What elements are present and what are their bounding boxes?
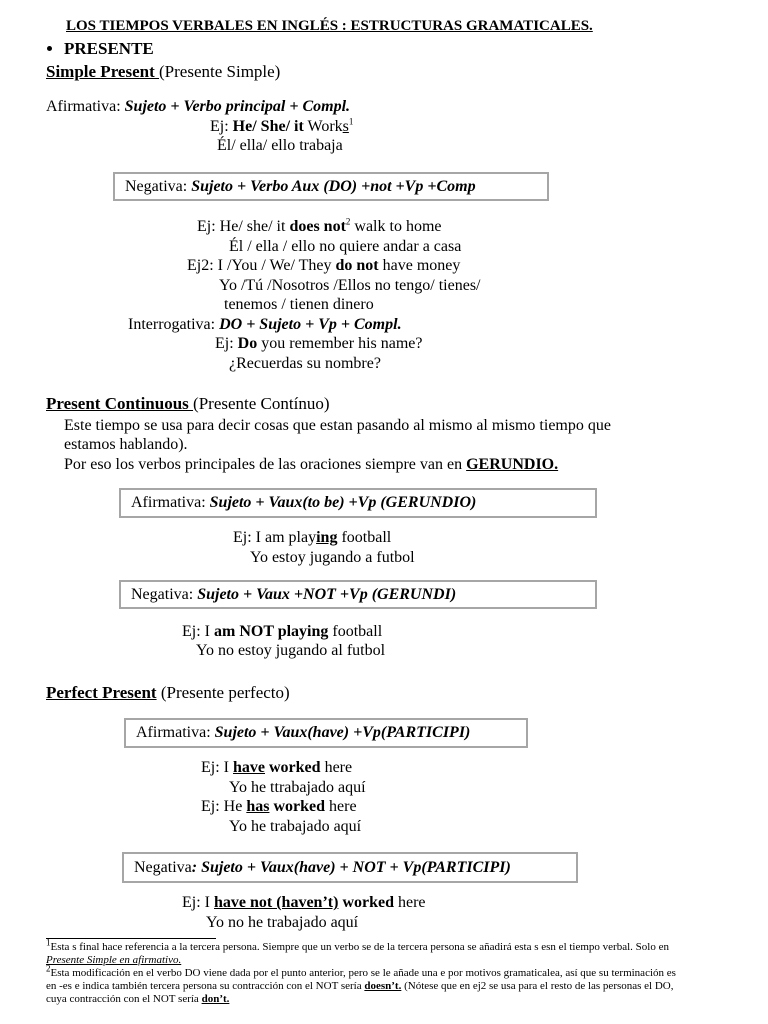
heading-es: (Presente Simple) <box>159 62 281 81</box>
neg-ej-worked: worked <box>338 894 394 911</box>
negativa-formula: Sujeto + Verbo Aux (DO) +not +Vp +Comp <box>191 177 476 195</box>
ej-verb: Work <box>303 118 343 135</box>
int-ej-bold: Do <box>237 335 258 352</box>
interrogativa-formula: DO + Sujeto + Vp + Compl. <box>219 316 402 333</box>
continuous-afirmativa-box <box>119 488 597 518</box>
simple-present-heading <box>46 62 280 82</box>
fn2-text-2-start: en -es e indica también tercera persona su contracción con el NOT sería <box>46 980 365 992</box>
neg-ej-end: football <box>328 623 383 640</box>
perfect-example-1 <box>201 758 352 777</box>
continuous-description-1: Este tiempo se usa para decir cosas que estan pasando al mismo al mismo tiempo que <box>64 417 611 434</box>
section-label: PRESENTE <box>64 39 154 58</box>
simple-interrogative-translation: ¿Recuerdas su nombre? <box>229 355 381 372</box>
neg-ej-have-not: have not (haven’t) <box>214 894 339 911</box>
footnote-2-text-1: Esta modificación en el verbo DO viene dada por el punto anterior, pero se le añade una e por motivos gramaticalea, así que su terminación es <box>50 967 676 979</box>
ej2-worked: worked <box>269 798 326 815</box>
gerundio-keyword: GERUNDIO. <box>466 456 559 473</box>
footnote-1-text: Esta s final hace referencia a la tercera persona. Siempre que un verbo se de la tercera persona se añadirá esta s esn el tiempo verbal. Solo en <box>50 941 669 953</box>
footnote-2 <box>46 963 676 980</box>
afirmativa-formula: Sujeto + Verbo principal + Compl. <box>124 98 351 115</box>
simple-interrogative-example <box>215 334 423 353</box>
simple-negativa-box <box>113 172 549 201</box>
continuous-description-2: estamos hablando). <box>64 436 188 453</box>
simple-negative-example-1-translation: Él / ella / ello no quiere andar a casa <box>229 238 462 255</box>
fn2-dont: don’t. <box>201 993 230 1005</box>
footnote-2-line-2 <box>46 980 674 993</box>
footnote-1 <box>46 937 669 954</box>
neg-ej1-start: Ej: He/ she/ it <box>197 218 290 235</box>
heading-en: Simple Present <box>46 62 160 81</box>
continuous-description-3 <box>64 455 558 474</box>
heading-en: Present Continuous <box>46 394 194 413</box>
simple-negative-example-2 <box>187 256 460 275</box>
continuous-negativa-translation: Yo no estoy jugando al futbol <box>196 642 386 659</box>
ej1-end: here <box>320 759 353 776</box>
heading-en: Perfect Present <box>46 683 157 702</box>
footnote-1-marker: 1 <box>46 937 51 948</box>
int-ej-end: you remember his name? <box>257 335 423 352</box>
negativa-label: Negativa <box>134 858 192 876</box>
continuous-negativa-example <box>182 622 382 641</box>
perfect-afirmativa-box <box>124 718 528 748</box>
ej2-has: has <box>246 798 270 815</box>
perfect-example-2 <box>201 797 357 816</box>
ej2-end: here <box>325 798 357 815</box>
footnote-1-continued: Presente Simple en afirmativo. <box>46 954 182 966</box>
simple-negative-example-2-translation-2: tenemos / tienen dinero <box>224 296 374 313</box>
neg-ej1-end: walk to home <box>350 218 442 235</box>
fn2-text-3-start: cuya contracción con el NOT sería <box>46 993 202 1005</box>
perfect-example-2-translation: Yo he trabajado aquí <box>229 818 362 835</box>
simple-example-1 <box>210 117 353 136</box>
ej2-start: Ej: He <box>201 798 247 815</box>
simple-afirmativa-line <box>46 97 350 116</box>
afirmativa-formula: Sujeto + Vaux(have) +Vp(PARTICIPI) <box>214 724 471 741</box>
neg-ej-bold: am NOT playing <box>214 623 329 640</box>
simple-example-1-translation: Él/ ella/ ello trabaja <box>217 137 343 154</box>
ej1-start: Ej: I <box>201 759 233 776</box>
neg-ej-end: here <box>394 894 426 911</box>
continuous-afirmativa-example <box>233 528 391 547</box>
afirmativa-label: Afirmativa: <box>131 494 206 511</box>
bullet-icon <box>47 46 52 51</box>
negativa-formula: : Sujeto + Vaux(have) + NOT + Vp(PARTICIPI) <box>191 858 511 876</box>
ej-subject: He/ She/ it <box>232 118 304 135</box>
fn2-doesnt: doesn’t. <box>364 980 402 992</box>
af-ej-start: Ej: I am play <box>233 529 317 546</box>
perfect-negativa-translation: Yo no he trabajado aquí <box>206 914 359 931</box>
document-title: LOS TIEMPOS VERBALES EN INGLÉS : ESTRUCTURAS GRAMATICALES. <box>66 18 593 34</box>
afirmativa-formula: Sujeto + Vaux(to be) +Vp (GERUNDIO) <box>209 494 477 511</box>
int-ej-prefix: Ej: <box>215 335 238 352</box>
simple-interrogativa-line <box>128 315 402 334</box>
heading-es: (Presente Contínuo) <box>193 394 330 413</box>
neg-ej-start: Ej: I <box>182 623 214 640</box>
simple-negative-example-1 <box>197 217 441 236</box>
footnote-2-line-3 <box>46 993 229 1006</box>
neg-ej1-bold: does not <box>289 218 346 235</box>
heading-es: (Presente perfecto) <box>156 683 290 702</box>
neg-ej-start: Ej: I <box>182 894 214 911</box>
ej1-worked: worked <box>265 759 321 776</box>
footnote-ref-1: 1 <box>348 116 354 127</box>
af-ej-end: football <box>337 529 392 546</box>
ej-prefix: Ej: <box>210 118 233 135</box>
negativa-label: Negativa: <box>125 177 188 195</box>
negativa-formula: Sujeto + Vaux +NOT +Vp (GERUNDI) <box>197 585 457 603</box>
perfect-example-1-translation: Yo he ttrabajado aquí <box>229 779 366 796</box>
ej1-have: have <box>233 759 265 776</box>
section-heading <box>47 39 154 59</box>
ej-verb-s: s <box>342 118 349 135</box>
af-ej-ing: ing <box>316 529 338 546</box>
footnote-separator <box>46 938 216 939</box>
perfect-negativa-box <box>122 852 578 883</box>
neg-ej2-end: have money <box>378 257 461 274</box>
interrogativa-label: Interrogativa: <box>128 316 220 333</box>
desc-3-start: Por eso los verbos principales de las oraciones siempre van en <box>64 456 467 473</box>
neg-ej2-bold: do not <box>335 257 379 274</box>
perfect-negativa-example <box>182 893 426 912</box>
footnote-2-marker: 2 <box>46 963 51 974</box>
fn2-text-2-end: (Nótese que en ej2 se usa para el resto de las personas el DO, <box>401 980 674 992</box>
continuous-negativa-box <box>119 580 597 609</box>
afirmativa-label: Afirmativa: <box>46 98 125 115</box>
continuous-afirmativa-translation: Yo estoy jugando a futbol <box>250 549 415 566</box>
present-continuous-heading <box>46 394 330 414</box>
footnote-ref-2: 2 <box>345 216 351 227</box>
simple-negative-example-2-translation-1: Yo /Tú /Nosotros /Ellos no tengo/ tienes/ <box>219 277 481 294</box>
perfect-present-heading <box>46 683 290 703</box>
neg-ej2-start: Ej2: I /You / We/ They <box>187 257 336 274</box>
afirmativa-label: Afirmativa: <box>136 724 211 741</box>
negativa-label: Negativa: <box>131 585 194 603</box>
